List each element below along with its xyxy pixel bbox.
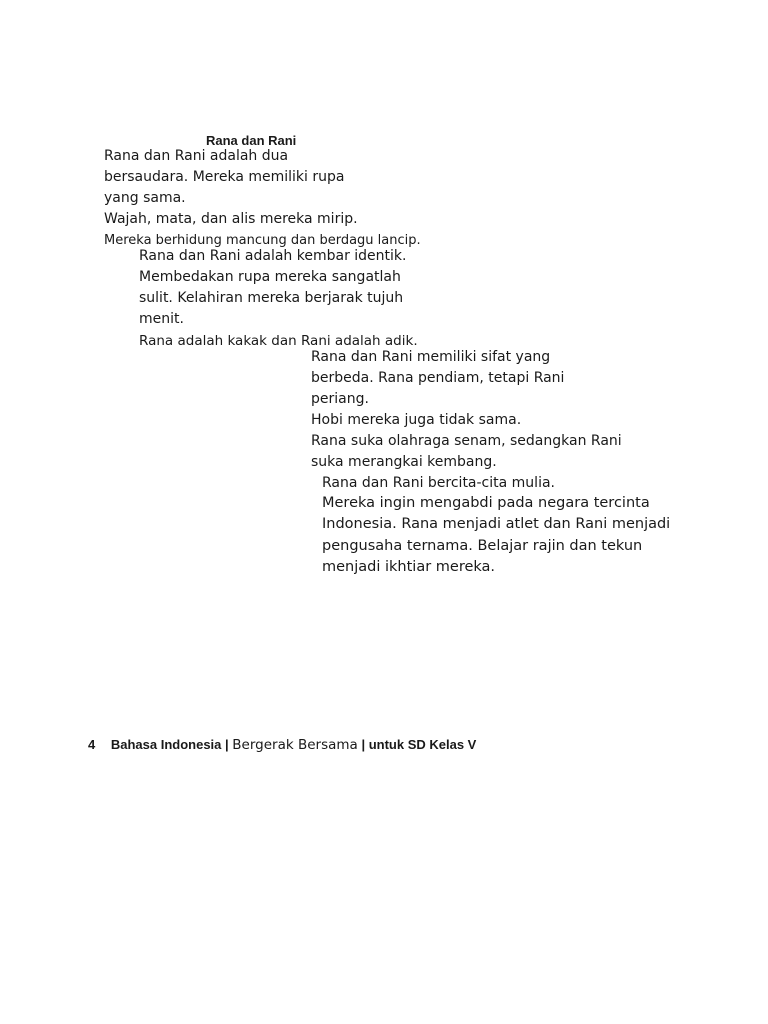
footer-separator: |	[357, 737, 369, 752]
paragraph-line: Rana adalah kakak dan Rani adalah adik.	[139, 333, 418, 349]
paragraph-line: periang.	[311, 391, 369, 407]
paragraph-line: Wajah, mata, dan alis mereka mirip.	[104, 211, 358, 227]
paragraph-line: bersaudara. Mereka memiliki rupa	[104, 169, 345, 185]
paragraph-line: sulit. Kelahiran mereka berjarak tujuh	[139, 290, 404, 306]
paragraph-line: Rana dan Rani bercita-cita mulia.	[322, 475, 555, 491]
footer-book-title: Bergerak Bersama	[232, 737, 358, 753]
paragraph-line: Rana dan Rani adalah kembar identik.	[139, 248, 407, 264]
paragraph-line: berbeda. Rana pendiam, tetapi Rani	[311, 370, 565, 386]
page-number: 4	[88, 737, 96, 752]
footer-separator: |	[221, 737, 233, 752]
page-footer	[88, 737, 476, 753]
paragraph-line: Mereka berhidung mancung dan berdagu lancip.	[104, 233, 421, 248]
paragraph-line: Indonesia. Rana menjadi atlet dan Rani menjadi	[322, 516, 671, 532]
paragraph-line: Rana dan Rani adalah dua	[104, 148, 289, 164]
footer-subject: Bahasa Indonesia	[110, 737, 222, 752]
paragraph-line: menit.	[139, 311, 184, 327]
paragraph-line: suka merangkai kembang.	[311, 454, 497, 470]
paragraph-line: menjadi ikhtiar mereka.	[322, 559, 496, 575]
footer-grade: untuk SD Kelas V	[368, 737, 477, 752]
paragraph-line: pengusaha ternama. Belajar rajin dan tekun	[322, 538, 643, 554]
paragraph-line: Mereka ingin mengabdi pada negara tercinta	[322, 495, 650, 511]
paragraph-line: yang sama.	[104, 190, 186, 206]
paragraph-line: Rana dan Rani memiliki sifat yang	[311, 349, 551, 365]
paragraph-line: Hobi mereka juga tidak sama.	[311, 412, 522, 428]
paragraph-line: Rana suka olahraga senam, sedangkan Rani	[311, 433, 622, 449]
document-title: Rana dan Rani	[206, 133, 297, 148]
paragraph-line: Membedakan rupa mereka sangatlah	[139, 269, 401, 285]
